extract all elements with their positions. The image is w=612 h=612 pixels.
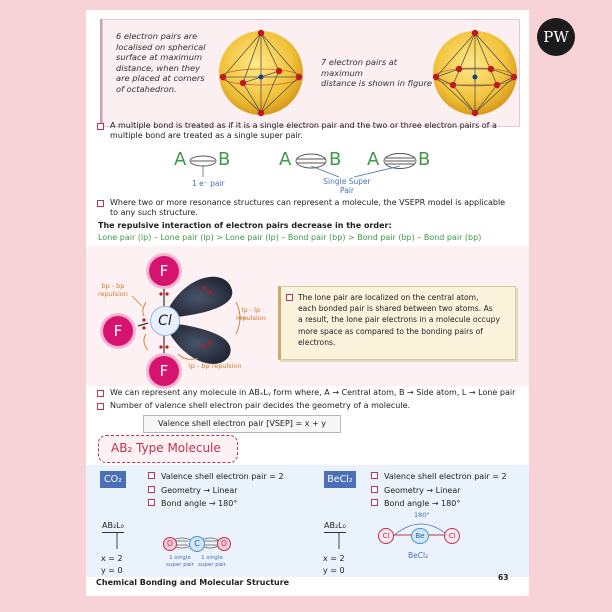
becl2-angle-label: 180° (414, 511, 430, 519)
co2-x-value: x = 2 (101, 554, 123, 563)
becl2-chlorine-right: Cl (444, 528, 460, 544)
co2-formula: AB₂L₀ (102, 521, 124, 533)
becl2-chlorine-left: Cl (378, 528, 394, 544)
geometry-note-text: Number of valence shell electron pair decides the geometry of a molecule. (110, 401, 411, 410)
bullet-icon (97, 390, 104, 397)
atom-a-2: A (279, 149, 292, 170)
bullet-icon (286, 294, 293, 301)
lp-bp-label: lp - bp repulsion (189, 362, 242, 370)
co2-facts: Valence shell electron pair = 2 Geometry → Linear Bond angle → 180° (148, 470, 284, 511)
becl2-beryllium: Be (411, 528, 429, 544)
caption-super-pair: Single Super Pair (323, 177, 371, 195)
co2-carbon: C (189, 536, 205, 552)
lone-pair-note-text: The lone pair are localized on the central atom, each bonded pair is shared between two atoms. As a result, the lone pair electrons in a molecule occupy more space as compared to the bonding pairs of electrons. (298, 293, 500, 347)
co2-pair-caption-right: 1 single super pair (198, 555, 226, 568)
footer-title: Chemical Bonding and Molecular Structure (96, 578, 290, 587)
resonance-text: Where two or more resonance structures can represent a molecule, the VSEPR model is applicable to any such structure. (110, 198, 506, 217)
becl2-formula-arrow (335, 533, 343, 551)
ab2-heading: AB₂ Type Molecule (111, 441, 221, 455)
fluorine-atom-left: F (103, 316, 133, 346)
co2-formula-arrow (113, 533, 121, 551)
ab2-heading-box (98, 435, 238, 463)
seven-pairs-text: 7 electron pairs at maximum distance is shown in figure (321, 57, 432, 89)
becl2-label: BeCl₂ (324, 471, 356, 488)
ab2-examples-panel (86, 465, 529, 577)
becl2-y-value: y = 0 (323, 566, 345, 575)
atom-b-1: B (218, 149, 231, 170)
bullet-icon (97, 123, 104, 130)
fluorine-atom-bottom: F (149, 356, 179, 386)
page-number: 63 (498, 573, 509, 582)
bp-bp-label: bp - bp repulsion (98, 282, 128, 298)
lp-lp-label: lp - lp repulsion (236, 306, 266, 322)
bullet-icon (97, 200, 104, 207)
atom-b-2: B (329, 149, 342, 170)
fluorine-atom-top: F (149, 256, 179, 286)
atom-a-3: A (367, 149, 380, 170)
lone-pair-note-box (278, 286, 516, 360)
co2-oxygen-right: O (217, 537, 231, 551)
abxly-form-text: We can represent any molecule in ABₓLᵧ form where, A → Central atom, B → Side atom, L → Lone pair (110, 388, 516, 397)
co2-oxygen-left: O (163, 537, 177, 551)
atom-b-3: B (418, 149, 431, 170)
co2-y-value: y = 0 (101, 566, 123, 575)
clf3-section (86, 246, 529, 386)
pw-logo: PW (537, 18, 575, 56)
atom-a-1: A (174, 149, 187, 170)
pentagonal-bipyramid-sphere-diagram (431, 27, 519, 119)
octahedron-text: 6 electron pairs are localised on spherical surface at maximum distance, when they are placed at corners of octahedron. (116, 31, 206, 94)
textbook-page (86, 10, 529, 596)
repulsion-order: Lone pair (lp) – Lone pair (lp) > Lone pair (lp) – Bond pair (bp) > Bond pair (bp) – Bond pair (bp) (98, 233, 482, 242)
becl2-name-label: BeCl₂ (408, 551, 429, 560)
becl2-x-value: x = 2 (323, 554, 345, 563)
becl2-formula: AB₂L₀ (324, 521, 346, 533)
bullet-icon (97, 403, 104, 410)
vsep-formula-box: Valence shell electron pair [VSEP] = x + y (143, 415, 341, 433)
becl2-facts: Valence shell electron pair = 2 Geometry → Linear Bond angle → 180° (371, 470, 507, 511)
repulsion-heading: The repulsive interaction of electron pairs decrease in the order: (98, 221, 392, 230)
octahedron-sphere-diagram (217, 27, 305, 119)
co2-label: CO₂ (100, 471, 126, 488)
co2-pair-caption-left: 1 single super pair (166, 555, 194, 568)
caption-single-pair: 1 e⁻ pair (192, 179, 225, 188)
super-pair-diagrams (174, 149, 474, 197)
chlorine-central-atom: Cl (150, 306, 180, 336)
octahedron-box (100, 19, 520, 127)
multiple-bond-text: A multiple bond is treated as if it is a single electron pair and the two or three electron pairs of a multiple bond are treated as a single super pair. (110, 121, 497, 140)
